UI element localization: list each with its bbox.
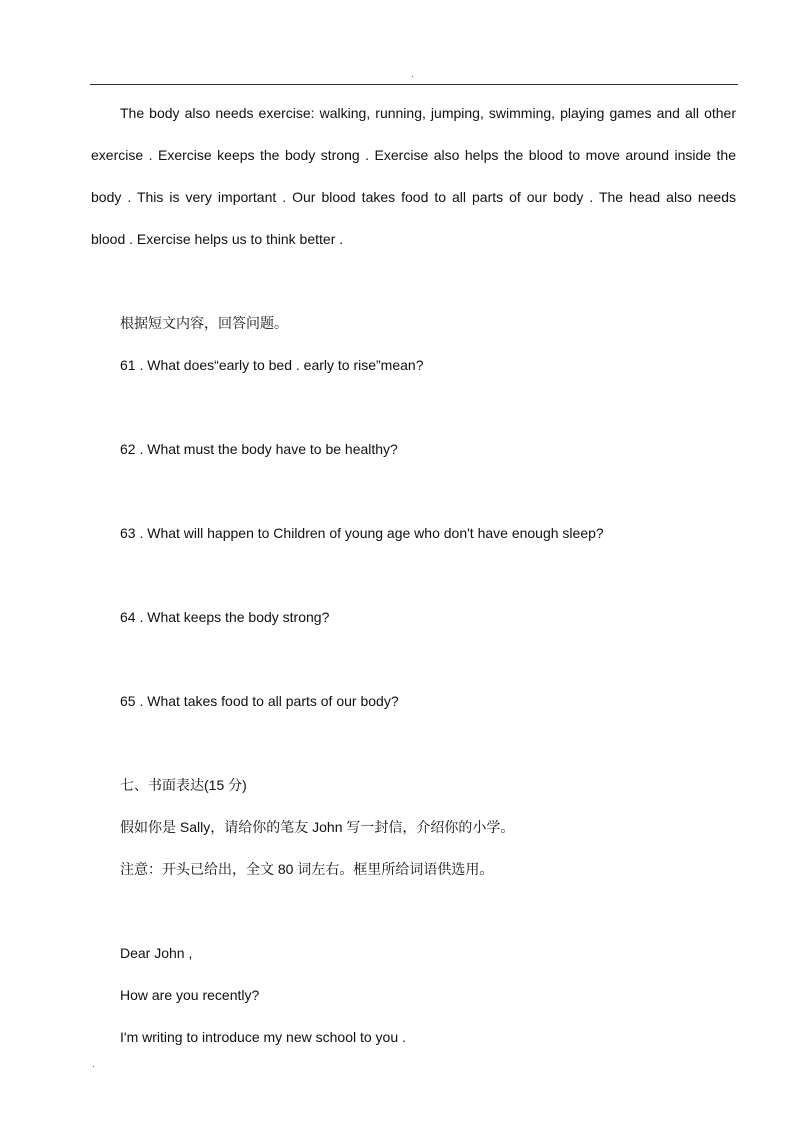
questions-instruction: 根据短文内容，回答问题。	[120, 315, 288, 331]
letter-line-2: I'm writing to introduce my new school to you .	[120, 1029, 406, 1045]
header-rule	[90, 84, 738, 85]
question-63: 63 . What will happen to Children of young age who don't have enough sleep?	[120, 525, 604, 541]
question-62: 62 . What must the body have to be healthy?	[120, 441, 398, 457]
question-61: 61 . What does“early to bed . early to rise”mean?	[120, 357, 424, 373]
question-65: 65 . What takes food to all parts of our body?	[120, 693, 399, 709]
passage-line-1: The body also needs exercise: walking, running, jumping, swimming, playing games and all other	[120, 105, 736, 121]
header-dot: .	[411, 69, 414, 80]
writing-section-title: 七、书面表达(15 分)	[120, 777, 247, 793]
passage-line-3: body . This is very important . Our blood takes food to all parts of our body . The head also needs	[91, 189, 736, 205]
writing-note: 注意：开头已给出，全文 80 词左右。框里所给词语供选用。	[120, 861, 494, 877]
question-64: 64 . What keeps the body strong?	[120, 609, 330, 625]
letter-greeting: Dear John ,	[120, 945, 193, 961]
passage-line-4: blood . Exercise helps us to think better .	[91, 231, 344, 247]
writing-prompt: 假如你是 Sally，请给你的笔友 John 写一封信，介绍你的小学。	[120, 819, 515, 835]
passage-line-2: exercise . Exercise keeps the body strong . Exercise also helps the blood to move around inside the	[91, 147, 736, 163]
footer-dot: .	[92, 1059, 95, 1070]
letter-line-1: How are you recently?	[120, 987, 260, 1003]
